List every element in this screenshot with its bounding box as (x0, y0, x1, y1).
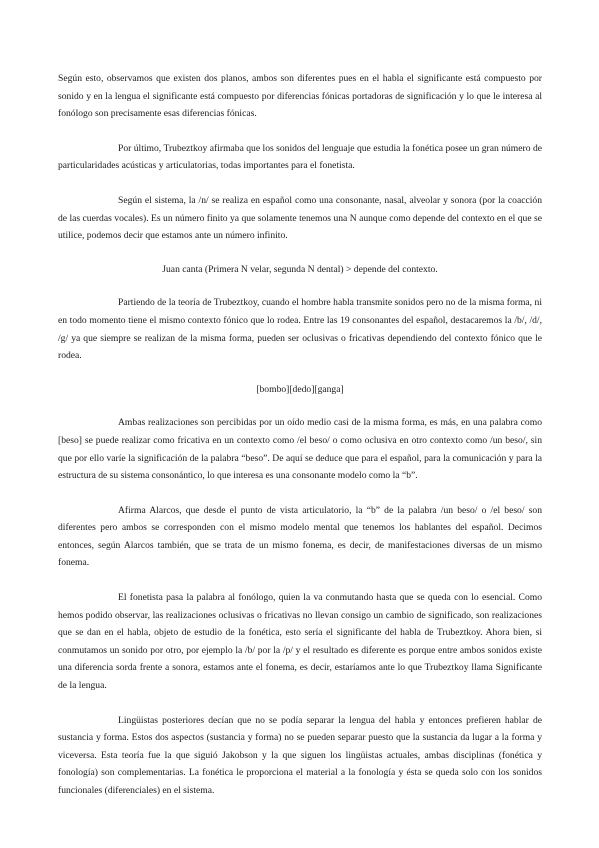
paragraph-sistema-n: Según el sistema, la /n/ se realiza en español como una consonante, nasal, alveolar y sonora (por la coacción de las cuerdas vocales). Es un número finito ya que solamente tenemos una N aunque como depende del contexto en el que se utilice, podemos decir que estamos ante un número infinito. (58, 194, 542, 242)
paragraph-planos: Según esto, observamos que existen dos planos, ambos son diferentes pues en el habla el significante está compuesto por sonido y en la lengua el significante está compuesto por diferencias fónicas portadoras de significación y lo que le interesa al fonólogo son precisamente esas diferencias fónicas. (58, 73, 542, 120)
example-juan-canta: Juan canta (Primera N velar, segunda N dental) > depende del contexto. (162, 263, 438, 275)
paragraph-trubeztkoy-sonidos: Por último, Trubeztkoy afirmaba que los sonidos del lenguaje que estudia la fonética posee un gran número de particularidades acústicas y articulatorias, todas importantes para el fonetista. (58, 142, 542, 172)
paragraph-linguistas: Lingüistas posteriores decían que no se podía separar la lengua del habla y entonces prefieren hablar de sustancia y forma. Estos dos aspectos (sustancia y forma) no se pueden separar puesto que la sustancia da lugar a la forma y viceversa. Esta teoría fue la que siguió Jakobson y la que siguen los lingüistas actuales, ambas disciplinas (fonética y fonología) son complementarias. La fonética le proporciona el material a la fonología y ésta se queda solo con los sonidos funcionales (diferenciales) en el sistema. (58, 714, 542, 796)
document-page (58, 70, 542, 800)
paragraph-consonantes: Partiendo de la teoría de Trubeztkoy, cuando el hombre habla transmite sonidos pero no de la misma forma, ni en todo momento tiene el mismo contexto fónico que lo rodea. Entre las 19 consonantes del español, destacaremos la /b/, /d/, /g/ ya que siempre se realizan de la misma forma, pueden ser oclusivas o fricativas dependiendo del contexto fónico que le rodea. (58, 297, 542, 362)
paragraph-alarcos: Afirma Alarcos, que desde el punto de vista articulatorio, la “b” de la palabra /un beso/ o /el beso/ son diferentes pero ambos se corresponden con el mismo modelo mental que tenemos los hablantes del español. Decimos entonces, según Alarcos también, que se trata de un mismo fonema, es decir, de manifestaciones diversas de un mismo fonema. (58, 504, 542, 569)
paragraph-realizaciones: Ambas realizaciones son percibidas por un oído medio casi de la misma forma, es más, en una palabra como [beso] se puede realizar como fricativa en un contexto como /el beso/ o como oclusiva en otro contexto como /un beso/, sin que por ello varíe la significación de la palabra “beso”. De aquí se deduce que para el español, para la comunicación y para la estructura de su sistema consonántico, lo que interesa es una consonante modelo como la “b”. (58, 417, 542, 482)
example-bombo-dedo-ganga: [bombo][dedo][ganga] (256, 383, 344, 395)
paragraph-fonetista: El fonetista pasa la palabra al fonólogo, quien la va conmutando hasta que se queda con lo esencial. Como hemos podido observar, las realizaciones oclusivas o fricativas no llevan consigo un cambio de significado, son realizaciones que se dan en el habla, objeto de estudio de la fonética, esto sería el significante del habla de Trubeztkoy. Ahora bien, si conmutamos un sonido por otro, por ejemplo la /b/ por la /p/ y el resultado es diferente es porque entre ambos sonidos existe una diferencia sorda frente a sonora, estamos ante el fonema, es decir, estaríamos ante lo que Trubeztkoy llama Significante de la lengua. (58, 592, 542, 692)
